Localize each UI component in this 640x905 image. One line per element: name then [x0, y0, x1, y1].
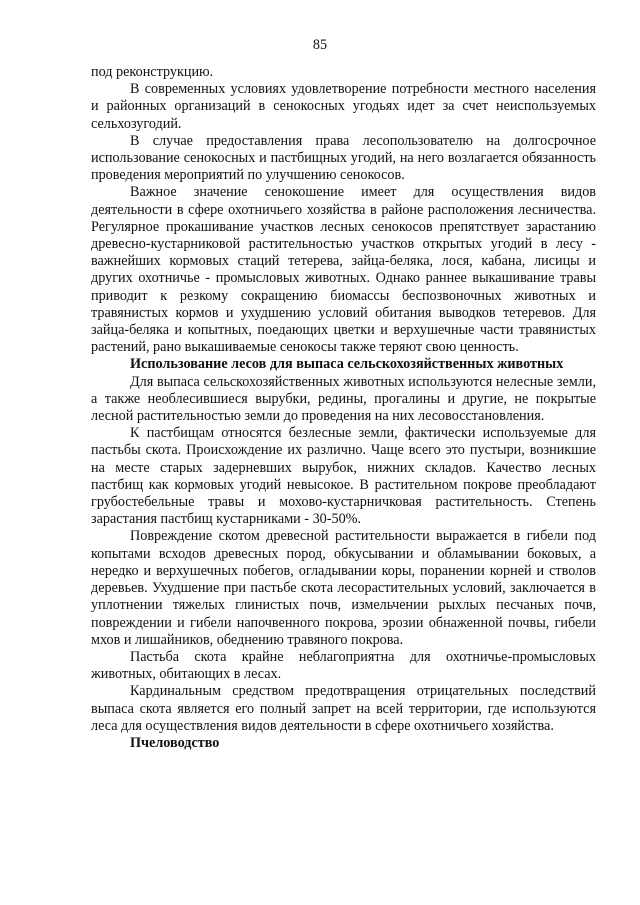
section-heading-grazing: Использование лесов для выпаса сельскохозяйственных животных [130, 356, 564, 373]
section-heading-beekeeping: Пчеловодство [130, 734, 220, 751]
page-number: 85 [312, 37, 328, 53]
paragraph-continuation: под реконструкцию. [91, 64, 214, 80]
paragraph: Важное значение сенокошение имеет для осуществления видов деятельности в сфере охотничьего хозяйства в районе расположения лесничества. Регулярное прокашивание участков лесных сенокосов препятствует зарастанию древесно-кустарниковой растительностью участков открытых угодий в лесу - важнейших кормовых стаций тетерева, зайца-беляка, лося, кабана, лисицы и других охотничье - промысловых животных. Однако раннее выкашивание травы приводит к резкому сокращению биомассы беспозвоночных животных и травянистых кормов и ухудшению условий обитания выводков тетеревов. Для зайца-беляка и копытных, поедающих цветки и верхушечные части травянистых растений, рано выкашиваемые сенокосы также теряют свою ценность. [91, 184, 596, 356]
paragraph: В современных условиях удовлетворение потребности местного населения и районных организаций в сенокосных угодьях идет за счет неиспользуемых сельхозугодий. [91, 81, 596, 132]
paragraph: Пастьба скота крайне неблагоприятна для охотничье-промысловых животных, обитающих в лесах. [91, 648, 596, 683]
paragraph: Кардинальным средством предотвращения отрицательных последствий выпаса скота является его полный запрет на всей территории, где используются леса для осуществления видов деятельности в сфере охотничьего хозяйства. [91, 683, 596, 734]
paragraph: К пастбищам относятся безлесные земли, фактически используемые для пастьбы скота. Происхождение их различно. Чаще всего это пустыри, возникшие на месте старых задерневших вырубок, нижних складов. Качество лесных пастбищ как кормовых угодий невысокое. В растительном покрове преобладают грубостебельные травы и мохово-кустарничковая растительность. Степень зарастания пастбищ кустарниками - 30-50%. [91, 425, 596, 528]
paragraph: Повреждение скотом древесной растительности выражается в гибели под копытами всходов древесных пород, обкусывании и обламывании боковых, а нередко и верхушечных побегов, огладывании коры, поранении корней и стволов деревьев. Ухудшение при пастьбе скота лесорастительных условий, заключается в уплотнении тяжелых глинистых почв, измельчении рыхлых песчаных почв, повреждении и гибели напочвенного покрова, эрозии обнаженной почвы, гибели мхов и лишайников, обеднению травяного покрова. [91, 528, 596, 648]
paragraph: Для выпаса сельскохозяйственных животных используются нелесные земли, а также необлесившиеся вырубки, редины, прогалины и другие, не покрытые лесной растительностью земли до проведения на них лесовосстановления. [91, 373, 596, 425]
paragraph: В случае предоставления права лесопользователю на долгосрочное использование сенокосных и пастбищных угодий, на него возлагается обязанность проведения мероприятий по улучшению сенокосов. [91, 132, 596, 184]
body-text [91, 64, 596, 752]
